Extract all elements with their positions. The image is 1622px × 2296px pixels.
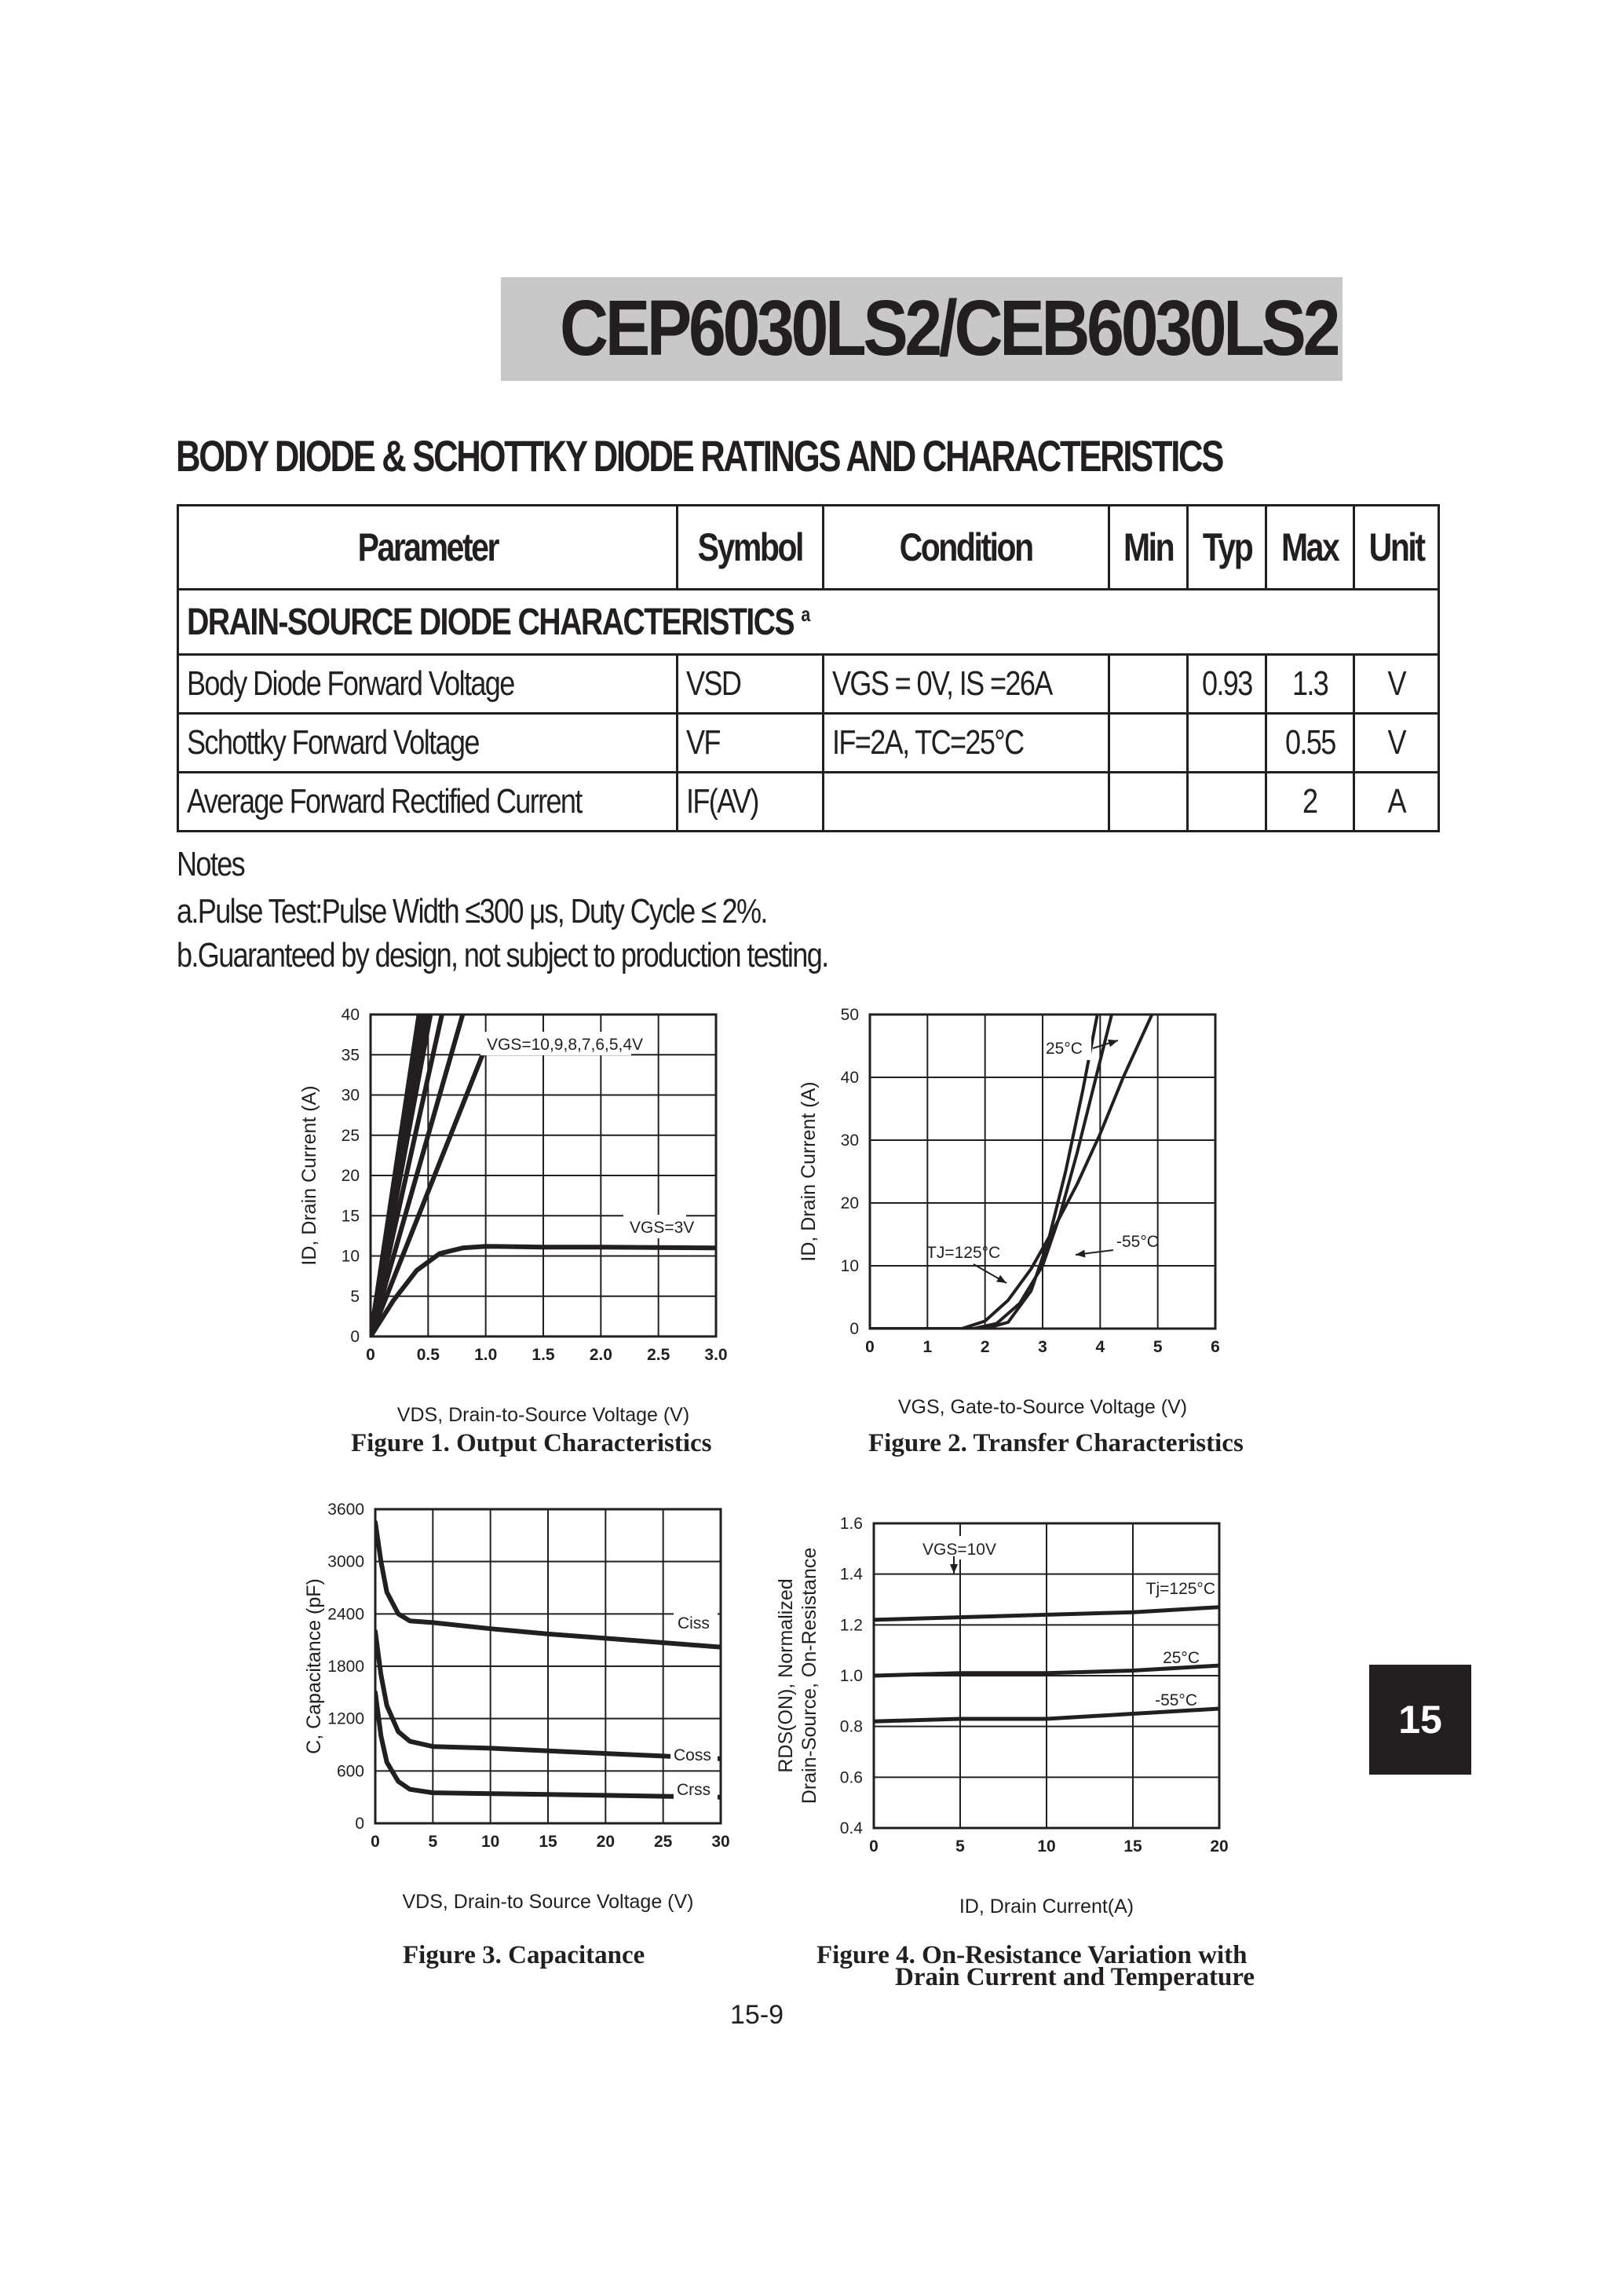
cell-min: [1109, 714, 1187, 773]
x-tick-label: 10: [480, 1833, 500, 1851]
x-tick-label: 30: [711, 1833, 730, 1851]
x-tick-label: 20: [1210, 1837, 1229, 1855]
y-axis-label: ID, Drain Current (A): [798, 1081, 820, 1262]
y-tick-label: 10: [840, 1257, 859, 1275]
cell-condition: IF=2A, TC=25°C: [831, 723, 1024, 762]
x-tick-label: 15: [1123, 1837, 1142, 1855]
section-tab: 15: [1369, 1665, 1471, 1775]
annotation-label: TJ=125°C: [926, 1244, 1001, 1262]
x-tick-label: 20: [596, 1833, 616, 1851]
section-heading: BODY DIODE & SCHOTTKY DIODE RATINGS AND CHARACTERISTICS: [176, 431, 1223, 481]
y-tick-label: 1.0: [839, 1667, 863, 1685]
y-tick-label: 1200: [327, 1709, 364, 1728]
annotation-label: Crss: [677, 1781, 711, 1799]
cell-unit: A: [1387, 782, 1405, 821]
x-tick-label: 3: [1038, 1338, 1047, 1356]
x-axis-label: ID, Drain Current(A): [959, 1896, 1134, 1918]
y-tick-label: 600: [336, 1762, 364, 1781]
y-axis-label-line2: Drain-Source, On-Resistance: [798, 1547, 820, 1804]
y-tick-label: 1.2: [839, 1616, 863, 1635]
spec-table: [177, 504, 1440, 832]
x-tick-label: 5: [955, 1837, 965, 1855]
y-tick-label: 3600: [327, 1501, 364, 1519]
cell-max: 1.3: [1291, 664, 1328, 703]
y-tick-label: 5: [350, 1287, 360, 1306]
figure-4-caption-line1: Figure 4. On-Resistance Variation with: [816, 1941, 1248, 1969]
x-axis-label: VDS, Drain-to-Source Voltage (V): [396, 1404, 690, 1426]
table-section-row: [178, 590, 1439, 655]
cell-max: 2: [1302, 782, 1317, 821]
cell-unit: V: [1387, 664, 1405, 703]
cell-unit: V: [1387, 723, 1405, 762]
page-number: 15-9: [730, 2000, 784, 2030]
cell-parameter: Body Diode Forward Voltage: [187, 664, 514, 703]
y-tick-label: 0.6: [839, 1768, 863, 1787]
annotation-label: VGS=10,9,8,7,6,5,4V: [487, 1036, 644, 1054]
series-line-tj-125-c: [870, 1015, 1152, 1329]
table-row: [178, 714, 1439, 773]
x-tick-label: 15: [539, 1833, 557, 1851]
annotation-label: VGS=3V: [630, 1219, 695, 1237]
annotation-arrow-head: [950, 1564, 958, 1574]
header-min: Min: [1123, 525, 1173, 569]
y-tick-label: 2400: [327, 1605, 364, 1624]
notes-title: Notes: [177, 845, 245, 883]
section-label: DRAIN-SOURCE DIODE CHARACTERISTICS $^a$: [187, 601, 809, 643]
header-typ: Typ: [1202, 525, 1251, 569]
x-tick-label: 0: [371, 1833, 380, 1851]
table-header-row: [178, 506, 1439, 590]
y-tick-label: 0: [350, 1328, 360, 1346]
figure-3-chart: [267, 1492, 754, 1932]
table-row: [178, 773, 1439, 832]
x-tick-label: 0: [869, 1837, 879, 1855]
section-footnote-mark: a: [801, 601, 809, 626]
annotation-label: 25°C: [1046, 1040, 1083, 1058]
y-tick-label: 35: [341, 1046, 360, 1065]
x-tick-label: 10: [1037, 1837, 1056, 1855]
x-axis-label: VDS, Drain-to Source Voltage (V): [402, 1891, 694, 1913]
y-tick-label: 3000: [327, 1552, 364, 1571]
y-axis-label: C, Capacitance (pF): [303, 1578, 325, 1754]
annotation-label: Tj=125°C: [1145, 1580, 1215, 1598]
y-tick-label: 0.8: [839, 1717, 863, 1736]
x-tick-label: 1: [922, 1338, 933, 1356]
figure-1-caption: Figure 1. Output Characteristics: [351, 1429, 712, 1457]
x-tick-label: 5: [428, 1833, 438, 1851]
y-tick-label: 30: [341, 1086, 360, 1105]
y-tick-label: 0: [355, 1815, 364, 1833]
y-axis-label: ID, Drain Current (A): [298, 1085, 320, 1266]
note-a: a.Pulse Test:Pulse Width ≤300 μs, Duty Cycle ≤ 2%.: [177, 892, 767, 930]
cell-symbol: IF(AV): [686, 782, 758, 821]
y-tick-label: 10: [341, 1247, 360, 1266]
annotation-label: Ciss: [678, 1614, 710, 1632]
cell-max: 0.55: [1284, 723, 1335, 762]
y-tick-label: 40: [341, 1006, 360, 1024]
cell-typ: [1187, 773, 1266, 832]
x-tick-label: 25: [653, 1833, 673, 1851]
y-tick-label: 50: [840, 1006, 859, 1024]
x-tick-label: 0.5: [416, 1346, 440, 1364]
x-tick-label: 2.0: [589, 1346, 612, 1364]
x-tick-label: 2: [980, 1338, 990, 1356]
cell-condition: VGS = 0V, IS =26A: [831, 664, 1052, 703]
series-group: [870, 1015, 1152, 1329]
x-tick-label: 0: [366, 1346, 375, 1364]
y-tick-label: 15: [341, 1207, 360, 1226]
x-tick-label: 1.0: [474, 1346, 498, 1364]
figure-2-caption: Figure 2. Transfer Characteristics: [868, 1429, 1244, 1457]
annotation-label: Coss: [674, 1746, 711, 1764]
y-tick-label: 20: [341, 1167, 360, 1185]
annotation-label: 25°C: [1163, 1649, 1200, 1667]
y-tick-label: 20: [840, 1194, 859, 1212]
header-condition: Condition: [899, 525, 1032, 569]
y-tick-label: 40: [840, 1069, 859, 1087]
x-tick-label: 6: [1211, 1338, 1220, 1356]
cell-parameter: Average Forward Rectified Current: [187, 782, 582, 821]
header-unit: Unit: [1368, 525, 1424, 569]
series-line--55-c: [870, 1015, 1098, 1329]
title-banner: [501, 277, 1343, 381]
header-parameter: Parameter: [357, 525, 498, 569]
x-tick-label: 4: [1095, 1338, 1105, 1356]
series-line-25-c: [870, 1015, 1112, 1329]
y-tick-label: 0: [849, 1320, 859, 1338]
y-tick-label: 25: [341, 1126, 360, 1145]
cell-typ: [1187, 714, 1266, 773]
y-tick-label: 1.4: [839, 1565, 863, 1584]
annotation-arrow-head: [1076, 1250, 1086, 1258]
cell-parameter: Schottky Forward Voltage: [187, 723, 479, 762]
x-tick-label: 1.5: [532, 1346, 555, 1364]
y-axis-label-line1: RDS(ON), Normalized: [775, 1578, 797, 1773]
x-tick-label: 2.5: [647, 1346, 670, 1364]
figure-3-caption: Figure 3. Capacitance: [403, 1941, 645, 1969]
x-tick-label: 5: [1153, 1338, 1163, 1356]
y-tick-label: 1.6: [839, 1515, 863, 1533]
x-tick-label: 0: [865, 1338, 875, 1356]
x-axis-label: VGS, Gate-to-Source Voltage (V): [897, 1396, 1188, 1418]
y-tick-label: 1800: [327, 1658, 364, 1676]
annotation-label: -55°C: [1155, 1691, 1197, 1709]
y-tick-label: 0.4: [839, 1819, 863, 1837]
cell-condition: [823, 773, 1109, 832]
figure-2-chart: [777, 997, 1264, 1437]
figure-1-chart: [267, 997, 754, 1437]
annotation-arrow-head: [1108, 1040, 1118, 1047]
cell-symbol: VF: [686, 723, 720, 762]
cell-min: [1109, 655, 1187, 714]
document-title: CEP6030LS2/CEB6030LS2: [560, 284, 1338, 372]
annotation-label: VGS=10V: [922, 1541, 996, 1559]
header-max: Max: [1281, 525, 1339, 569]
header-symbol: Symbol: [697, 525, 803, 569]
figure-4-caption-line2: Drain Current and Temperature: [895, 1963, 1255, 1991]
figure-4-chart: [746, 1492, 1264, 1932]
annotation-label: -55°C: [1116, 1233, 1159, 1251]
cell-symbol: VSD: [686, 664, 741, 703]
y-tick-label: 30: [840, 1132, 859, 1150]
note-b: b.Guaranteed by design, not subject to production testing.: [177, 936, 828, 974]
cell-typ: 0.93: [1201, 664, 1252, 703]
x-tick-label: 3.0: [704, 1346, 728, 1364]
cell-min: [1109, 773, 1187, 832]
table-row: [178, 655, 1439, 714]
